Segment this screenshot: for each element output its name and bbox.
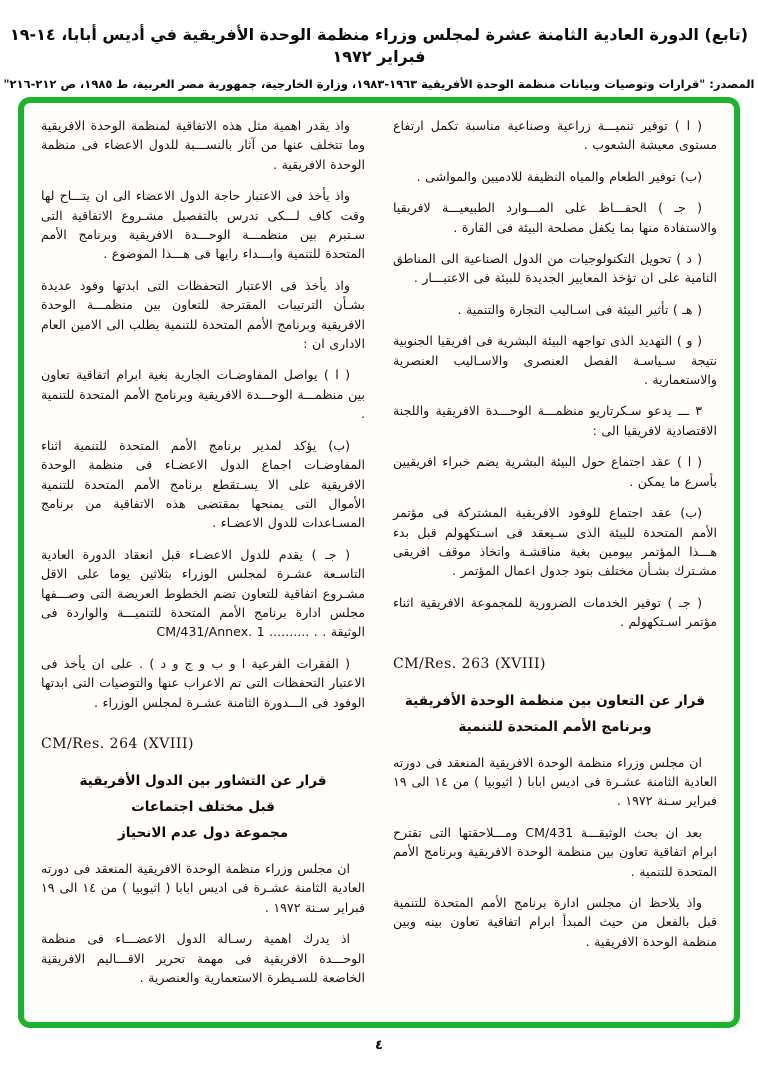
paragraph: (ب) عقد اجتماع للوفود الافريقية المشتركة فى مؤتمر الأمم المتحدة للبيئة الذى سـيعقد فى اسـتكهولم قبل بدء هـــذا المؤتمر بيومين بغية مناقشـة واتخاذ موقف افريقى مشـترك بشـأن مختلف بنود جدول اعمال المؤتمر . [393,505,717,579]
resolution-title-line: قبل مختلف اجتماعات [131,798,275,815]
paragraph: ( ا ) توفير تنميـــة زراعية وصناعية مناسبة تكمل ارتفاع مستوى معيشة الشعوب . [393,118,717,153]
session-title: (تابع) الدورة العادية الثامنة عشرة لمجلس وزراء منظمة الوحدة الأفريقية في أديس أبابا، ١٤-١٩ فبراير ١٩٧٢ [9,25,749,66]
resolution-title-line: وبرنامج الأمم المتحدة للتنمية [458,718,652,735]
paragraph: ( هـ ) تأثير البيئة فى اسـاليب التجارة والتنمية . [457,301,702,317]
paragraph: (ب) يؤكد لمدير برنامج الأمم المتحدة للتنمية اثناء المفاوضـات اجماع الدول الاعضـاء فى منظمة الوحدة الافريقية على الا يسـتقطع برنامج الأمم المتحدة للتنمية الأموال التى يمنحها بمقتضى هذه الاتفاقية من برنامج المسـاعدات للدول الاعضـاء . [41,437,365,531]
paragraph: ( جـ ) يقدم للدول الاعضـاء قبل انعقاد الدورة العادية التاسـعة عشـرة لمجلس الوزراء بثلاثين يوما على الاقل مشـروع اتفاقية للتعاون تضم الخطوط العريضة التى وصـــفها مجلس ادارة برنامج الأمم المتحدة للتنميـــة والواردة فى الوثيقة . . .......... CM/431/Annex. 1 [41,546,365,640]
two-column-layout [24,103,734,1022]
paragraph: ان مجلس وزراء منظمة الوحدة الافريقية المنعقد فى دورته العادية الثامنة عشـرة فى اديس ابابا ( اثيوبيا ) من ١٤ الى ١٩ فبراير سـنة ١٩٧٢ . [41,860,365,915]
resolution-title-line: قرار عن التشاور بين الدول الأفريقية [79,772,327,789]
paragraph: ( جـ ) الحفـــاظ على المـــوارد الطبيعيـــة لافريقيا والاستفادة منها بما يكفل مصلحة البيئة فى القارة . [393,200,717,235]
paragraph: ٣ ـــ يدعو سـكرتاريو منظمـــة الوحـــدة الافريقية واللجنة الاقتصادية لافريقيا الى : [393,403,717,438]
resolution-ref: CM/Res. 264 (XVIII) [41,735,194,752]
paragraph: واذ يأخذ فى الاعتبار التحفظات التى ابدتها وفود عديدة بشـأن الترتيبات المقترحة للتعاون بين منظمـــة الوحدة الافريقية وبرنامج الأمم المتحدة للتنمية يطلب الى الامين العام الادارى ان : [41,277,365,352]
resolution-title-line: قرار عن التعاون بين منظمة الوحدة الأفريقية [404,692,706,709]
resolution-title-line: مجموعة دول عدم الانحياز [117,824,289,841]
source-citation: المصدر: "قرارات وتوصيات وبيانات منظمة الوحدة الأفريقية ١٩٦٣-١٩٨٣، وزارة الخارجية، جمهورية مصر العربية، ط ١٩٨٥، ص ٢١٢-٢١٦" [3,77,755,91]
paragraph: واذ يأخذ فى الاعتبار حاجة الدول الاعضاء الى ان يتـــاح لها وقت كاف لـــكى تدرس بالتفصيل مشـروع الاتفاقية التى سـتبرم بين منظمـــة الوحـــدة الافريقية وبرنامج الأمم المتحدة للتنمية وابـــداء رايها فى هـــذا الموضوع . [41,188,365,262]
resolution-title [41,768,365,846]
paragraph: ( ا ) عقد اجتماع حول البيئة البشرية يضم خبراء افريقيين بأسرع ما يمكن . [393,454,717,489]
paragraph: واذ يقدر اهمية مثل هذه الاتفاقية لمنظمة الوحدة الافريقية وما تتخلف عنها من آثار بالنســـبة للدول الاعضاء فى منظمة الوحدة الافريقية . [41,118,365,172]
resolution-title [393,688,717,740]
column-right [393,116,717,1016]
paragraph: ( د ) تحويل التكنولوجيات من الدول الصناعية الى المناطق النامية على ان تؤخذ المعايير الجديدة للبيئة فى الاعتبـــار . [393,251,717,286]
page-number: ٤ [375,1038,383,1053]
paragraph: ( جـ ) توفير الخدمات الضرورية للمجموعة الافريقية اثناء مؤتمر اسـتكهولم . [393,594,717,630]
paragraph: اذ يدرك اهمية رسـالة الدول الاعضـــاء فى منظمة الوحـــدة الافريقية فى مهمة تحرير الاقـــاليم الافريقية الخاضعة للسـيطرة الاستعمارية والعنصرية . [41,931,365,985]
paragraph: ( الفقرات الفرعية ا و ب و ج و د ) . على ان يأخذ فى الاعتبار التحفظات التى تم الاعراب عنها والتوصيات التى ابدتها الوفود فى الـــدورة الثامنة عشـرة لمجلس الوزراء . [41,655,365,710]
paragraph: ( ا ) يواصل المفاوضـات الجارية بغية ابرام اتفاقية تعاون بين منظمـــة الوحـــدة الافريقية وبرنامج الأمم المتحدة للتنمية . [41,367,365,422]
resolution-ref: CM/Res. 263 (XVIII) [393,655,546,672]
page-header [0,24,758,91]
paragraph: بعد ان بحث الوثيقـــة CM/431 ومـــلاحقتها التى تقترح ابرام اتفاقية تعاون بين منظمة الوحدة الافريقية وبرنامج الأمم المتحدة للتنمية . [393,824,717,879]
paragraph: ان مجلس وزراء منظمة الوحدة الافريقية المنعقد فى دورته العادية الثامنة عشـرة فى اديس ابابا ( اثيوبيا ) من ١٤ الى ١٩ فبراير سـنة ١٩٧٢ . [393,754,717,809]
paragraph: (ب) توفير الطعام والمياه النظيفة للادميين والمواشى . [416,168,702,184]
paragraph: واذ يلاحظ ان مجلس ادارة برنامج الأمم المتحدة للتنمية قبل بالفعل من حيث المبدأ ابرام اتفاقية تعاون بينه وبين منظمة الوحدة الافريقية . [393,894,717,949]
paragraph: ( و ) التهديد الذى تواجهه البيئة البشرية فى افريقيا الجنوبية نتيجة سـياسـة الفصل العنصرى والاسـاليب العنصرية والاستعمارية . [393,333,717,388]
column-left [41,116,365,1016]
content-frame [18,97,740,1028]
